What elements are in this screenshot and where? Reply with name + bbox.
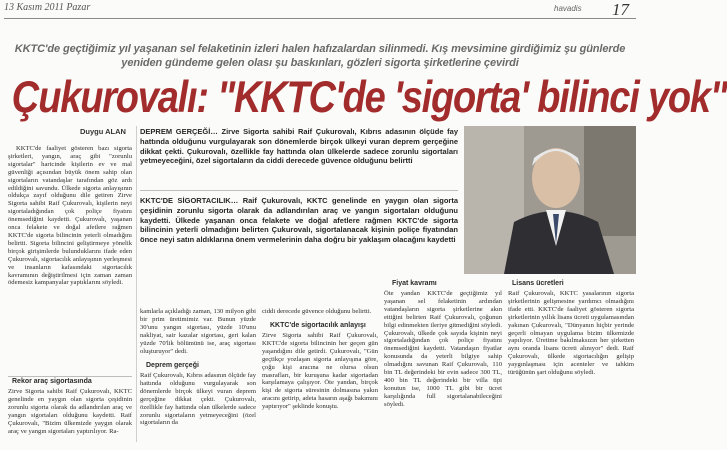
- portrait-photo: [464, 126, 636, 274]
- subhead-deprem: Deprem gerçeği: [146, 362, 199, 369]
- subhead-lisans: Lisans ücretleri: [512, 280, 564, 287]
- page-number: 17: [612, 0, 629, 19]
- article-deck: KKTC'de geçtiğimiz yıl yaşanan sel felaketinin izleri halen hafızalardan silinmedi. Kış mevsimine girdiğimiz şu günlerde yeniden gündeme gelen olası şu baskınları, gözleri sigorta şirketlerine çevirdi: [14, 43, 626, 69]
- lead-deprem: DEPREM GERÇEĞİ… Zirve Sigorta sahibi Raif Çukurovalı, Kıbrıs adasının ölçüde fay hattında olduğunu vurgulayarak son dönemlerde birçok ülkeyi vuran deprem gerçeğine dikkat çekti. Çukurovalı, özellikle fay hattında olan ülkelerde sadece zorunlu sigortaları yetmeyeceğini, özel sigortaların da ciddi derecede güvence olduğunu belirtti: [140, 127, 458, 166]
- column-2-text: kamlarla açıkladığı zaman, 130 milyon gibi bir prim üretimimiz var. Bunun yüzde 30'unu yangın sigortası, yüzde 10'unu nakliyat, sair kazalar sigortası, geri kalan yüzde 70'lik bölümünü ise, araç sigortası oluşturuyor" dedi.: [140, 308, 256, 355]
- column-5-text: Raif Çukurovalı, KKTC yasalarının sigorta şirketlerinin gelişmesine yardımcı olmadığını ifade etti. KKTC'de faaliyet gösteren sigorta şirketlerinin yıllık lisans ücreti uygulamasından yakınan Çukurovalı, "Dünyanın hiçbir yerinde geçerli olmayan uygulama bizim ülkemizde yapılıyor. Üretime bakılmaksızın her şirketten aynı oranda lisans ücreti alınıyor" dedi. Raif Çukurovalı, ülkede sigortacılığın gelişip yaygınlaşması için acenteler ve tahkim türüğünün şart olduğunu söyledi.: [508, 290, 634, 377]
- column-2-text-2: Raif Çukurovalı, Kıbrıs adasının ölçüde fay hattında olduğunu vurgulayarak son dönemlerde birçok ülkeyi vuran deprem gerçeğine dikkat çekti. Çukurovalı, özellikle fay hattında olan ülkelerde sadece zorunlu sigortaların yetmeyeceğini (özel sigortaların da: [140, 372, 256, 427]
- column-3-text: Zirve Sigorta sahibi Raif Çukurovalı, KKTC'de sigorta bilincinin her geçen gün yaşandığını dile getirdi. Çukurovalı, "Gün geçtikçe yozlaşan sigorta anlayışına göre, çoğu kişi aracına ne olursa olsun masrafları, bir kuruşuna kadar sigortadan karşılamaya çalışıyor. Öte yandan, birçok kişi de sigorta süresinin dolmasına yakın aracını getirip, adeta hasarın aşağı bakımını yaptırıyor" şeklinde konuştu.: [262, 332, 378, 411]
- subhead-fiyat: Fiyat kavramı: [392, 280, 437, 287]
- column-rule: [136, 126, 137, 442]
- column-1-text-2: Zirve Sigorta sahibi Raif Çukurovalı, KKTC genelinde en yaygın olan sigorta çeşidinin zorunlu sigorta olarak da adlandırılan araç ve yangın sigortaları olduğunu kaydetti. Raif Çukurovalı, "Bizim ülkemizde yaygın olarak araç ve yangın sigortaları yaptırılıyor. Ra-: [8, 388, 132, 435]
- issue-date: 13 Kasım 2011 Pazar: [4, 2, 91, 13]
- column-3-top: ciddi derecede güvence olduğunu belirtti.: [262, 308, 372, 315]
- lead-sigortacilik: KKTC'DE SİGORTACILIK… Raif Çukurovalı, KKTC genelinde en yaygın olan sigorta çeşidinin zorunlu sigorta olarak da adlandırılan araç ve yangın sigortaları olduğunu kaydetti. Ülkede yaşanan onca felakete ve doğal afetlere rağmen KKTC'de sigorta bilincinin yeterli olmadığını belirten Çukurovalı, sigortalanacak kişinin poliçe fiyatından önce neyi satın aldıklarına önem vermelerinin daha doğru bir yaklaşım olacağını kaydetti: [140, 196, 458, 245]
- column-1-text: KKTC'de faaliyet gösteren bazı sigorta şirketleri, yangın, araç gibi "zorunlu sigortalar" haricinde kişilerin ev ve mal güvenliği açısından büyük önem sahip olan sigortaların vatandaşlar tarafından göz ardı edildiğini savundu. Ülkede sigorta anlayışının oldukça zayıf olduğunu dile getiren Zirve Sigorta sahibi Raif Çukurovalı, kişilerin neyi sigortaladığından çok poliçe fiyatını önemsediğini kaydetti. Çukurovalı, yaşanan onca felakete ve doğal afetlere rağmen KKTC'de sigorta bilincinin yeterli olmadığını belirtti. Sigorta bilincini geliştirmeye yönelik birçok girişimlerde bulunduklarını ifade eden Çukurovalı, sigortacılık anlayışının yerleşmesi ve insanların kafasındaki sigortacılık kavramının değiştirilmesi için zaman zaman ödemesiz kampanyalar yaptıklarını söyledi.: [8, 145, 132, 287]
- man-portrait-icon: [464, 126, 636, 274]
- article-headline: Çukurovalı: "KKTC'de 'sigorta' bilinci yok": [12, 73, 727, 123]
- newspaper-name: havadis: [554, 4, 582, 13]
- column-4-text: Öte yandan KKTC'de geçtiğimiz yıl yaşanan sel felaketinin ardından vatandaşların sigorta şirketlerine akın ettiğini belirten Raif Çukurovalı, çoğunun bilgi edinmekten ileriye gitmediğini söyledi. Çukurovalı, ülkede çok sayıda kişinin neyi sigortaladığından çok poliçe fiyatını önemsediğini kaydetti. Vatandaşın fiyatlar konusunda da yeterli bilgiye sahip olmadığını savunan Raif Çukurovalı, 110 bin TL değerindeki bir evin sadece 300 TL, 400 bin TL değerindeki bir villa tipi konutun ise, 1000 TL gibi bir ücret karşılığında full sigortalanabileceğini söyledi.: [384, 290, 502, 408]
- author-byline: Duygu ALAN: [80, 127, 126, 136]
- subhead-anlayis: KKTC'de sigortacılık anlayışı: [270, 322, 366, 329]
- header-rule: [4, 18, 636, 19]
- column-divider: [8, 376, 132, 377]
- subhead-rekor: Rekor araç sigortasında: [12, 378, 92, 385]
- lead-divider: [140, 190, 458, 191]
